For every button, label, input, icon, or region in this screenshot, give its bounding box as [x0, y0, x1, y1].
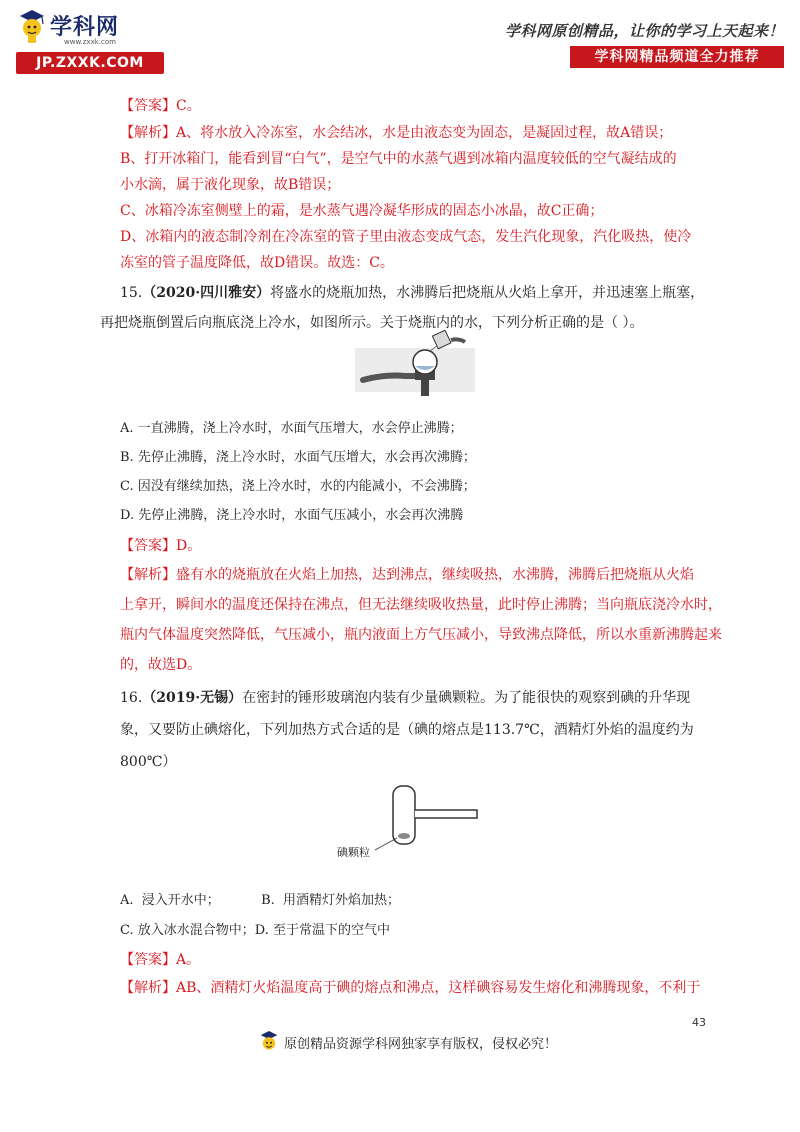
iodine-label: 碘颗粒 — [337, 846, 370, 859]
zxxk-logo[interactable] — [16, 6, 166, 76]
iodine-bulb-figure — [335, 780, 485, 860]
q16-number: 16. — [120, 690, 143, 706]
q16-stem-line2: 象，又要防止碘熔化，下列加热方式合适的是（碘的熔点是113.7℃，酒精灯外焰的温度约为 — [120, 722, 694, 738]
q15-analysis-line: 上拿开，瞬间水的温度还保持在沸点，但无法继续吸收热量，此时停止沸腾；当向瓶底浇冷水时， — [120, 597, 722, 613]
q15-analysis-line: 【解析】盛有水的烧瓶放在火焰上加热，达到沸点，继续吸热，水沸腾，沸腾后把烧瓶从火焰 — [120, 567, 694, 583]
q14-analysis-line: B、打开冰箱门，能看到冒“白气”，是空气中的水蒸气遇到冰箱内温度较低的空气凝结成的 — [120, 151, 677, 167]
page-number: 43 — [692, 1016, 706, 1029]
q16-answer: 【答案】A。 — [120, 952, 201, 968]
document-body — [100, 92, 710, 338]
mascot-icon — [258, 1028, 280, 1056]
q16-stem-line1: 在密封的锤形玻璃泡内装有少量碘颗粒。为了能很快的观察到碘的升华现 — [242, 690, 691, 706]
q15-analysis-line: 的，故选D。 — [120, 657, 202, 673]
page-footer — [258, 1022, 557, 1062]
q15-stem-line1: 将盛水的烧瓶加热，水沸腾后把烧瓶从火焰上拿开，并迅速塞上瓶塞， — [270, 285, 705, 301]
q16-options-row1[interactable]: A. 浸入开水中； B. 用酒精灯外焰加热； — [120, 893, 401, 908]
q15-option-d[interactable]: D. 先停止沸腾，浇上冷水时，水面气压减小，水会再次沸腾 — [120, 508, 464, 523]
logo-name: 学科网 — [50, 15, 120, 40]
flask-figure — [355, 330, 475, 400]
logo-url-badge: JP.ZXXK.COM — [16, 52, 164, 74]
q15-source: （2020·四川雅安） — [142, 285, 271, 301]
q15-answer: 【答案】D。 — [120, 538, 202, 554]
copyright-notice: 原创精品资源学科网独家享有版权，侵权必究！ — [284, 1036, 558, 1052]
q15-number: 15. — [120, 285, 143, 301]
q15-analysis-line: 瓶内气体温度突然降低，气压减小，瓶内液面上方气压减小，导致沸点降低，所以水重新沸腾起来 — [120, 627, 722, 643]
q16-options-row2[interactable]: C. 放入冰水混合物中；D. 至于常温下的空气中 — [120, 923, 390, 938]
q14-analysis-line: D、冰箱内的液态制冷剂在冷冻室的管子里由液态变成气态，发生汽化现象，汽化吸热，使冷 — [120, 229, 692, 245]
q14-analysis-line: 冻室的管子温度降低，故D错误。故选：C。 — [120, 255, 394, 271]
header-slogan: 学科网原创精品，让你的学习上天起来！ — [504, 22, 784, 40]
q16-stem-line3: 800℃） — [120, 754, 177, 770]
q16-source: （2019·无锡） — [142, 690, 243, 706]
page-header — [0, 0, 800, 80]
mascot-icon — [16, 8, 48, 44]
q16-analysis-line: 【解析】AB、酒精灯火焰温度高于碘的熔点和沸点，这样碘容易发生熔化和沸腾现象，不利于 — [120, 980, 701, 996]
q14-analysis-line: 【解析】A、将水放入冷冻室，水会结冰，水是由液态变为固态，是凝固过程，故A错误； — [120, 125, 673, 141]
q14-analysis-line: C、冰箱冷冻室侧壁上的霜，是水蒸气遇冷凝华形成的固态小冰晶，故C正确； — [120, 203, 604, 219]
q15-option-b[interactable]: B. 先停止沸腾，浇上冷水时，水面气压增大，水会再次沸腾； — [120, 450, 476, 465]
q14-answer: 【答案】C。 — [120, 98, 201, 114]
q16-options-and-analysis — [120, 886, 710, 1002]
logo-url-small: www.zxxk.com — [64, 38, 116, 46]
q16-stem — [120, 682, 710, 714]
q15-option-a[interactable]: A. 一直沸腾，浇上冷水时，水面气压增大，水会停止沸腾； — [120, 421, 463, 436]
recommend-banner: 学科网精品频道全力推荐 — [570, 46, 784, 68]
q15-options-and-analysis — [120, 414, 722, 778]
q14-analysis-line: 小水滴，属于液化现象，故B错误； — [120, 177, 341, 193]
q15-option-c[interactable]: C. 因没有继续加热，浇上冷水时，水的内能减小，不会沸腾； — [120, 479, 476, 494]
q15-stem — [120, 278, 710, 308]
q15-stem-line2: 再把烧瓶倒置后向瓶底浇上冷水，如图所示。关于烧瓶内的水，下列分析正确的是（ ）。 — [100, 315, 644, 331]
